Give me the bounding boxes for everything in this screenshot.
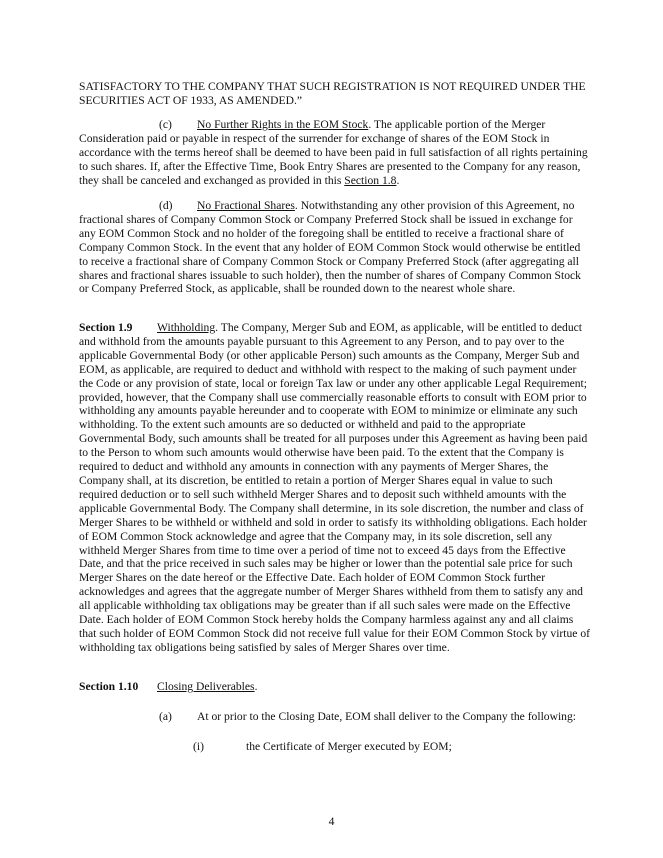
item-i-label: (i) [193, 740, 204, 753]
section-1-10-title: Closing Deliverables [157, 680, 255, 693]
paragraph-c: (c) No Further Rights in the EOM Stock. The applicable portion of the Merger Consideration paid or payable in respect of the surrender for exchange of shares of the EOM Stock in accordance with the terms hereof shall be deemed to have been paid in full satisfaction of all rights pertaining to such shares. If, after the Effective Time, Book Entry Shares are presented to the Company for any reason, they shall be canceled and exchanged as provided in this Section 1.8. [79, 118, 588, 187]
item-i: (i) the Certificate of Merger executed by EOM; [193, 740, 452, 753]
section-1-9: Section 1.9 Withholding. The Company, Merger Sub and EOM, as applicable, will be entitled to deduct and withhold from the amounts payable pursuant to this Agreement to any Person, and to pay over to the applicable Governmental Body (or other applicable Person) such amounts as the Company, Merger Sub and EOM, as applicable, are required to deduct and withhold with respect to the making of such payment under the Code or any provision of state, local or foreign Tax law or under any other applicable Legal Requirement; provided, however, that the Company shall use commercially reasonable efforts to consult with EOM prior to withholding any amounts payable hereunder and to cooperate with EOM to minimize or eliminate any such withholding. To the extent such amounts are so deducted or withheld and paid to the appropriate Governmental Body, such amounts shall be treated for all purposes under this Agreement as having been paid to the Person to whom such amounts would otherwise have been paid. To the extent that the Company is required to deduct and withhold any amounts in connection with any payments of Merger Shares, the Company shall, at its discretion, be entitled to retain a portion of Merger Shares equal in value to such required deduction or to sell such withheld Merger Shares and to deposit such withheld amounts with the applicable Governmental Body. The Company shall determine, in its sole discretion, the number and class of Merger Shares to be withheld or withheld and sold in order to satisfy its withholding obligations. Each holder of EOM Common Stock acknowledge and agree that the Company may, in its sole discretion, sell any withheld Merger Shares from time to time over a period of time not to exceed 45 days from the Effective Date, and that the price received in such sales may be higher or lower than the potential sale price for such Merger Shares on the date hereof or the Effective Date. Each holder of EOM Common Stock further acknowledges and agrees that the aggregate number of Merger Shares withheld from them to satisfy any and all applicable withholding tax obligations may be greater than if all such sales were made on the Effective Date. Each holder of EOM Common Stock hereby holds the Company harmless against any and all claims that such holder of EOM Common Stock did not receive full value for their EOM Common Stock by virtue of withholding tax obligations being satisfied by sales of Merger Shares over time. [79, 321, 591, 654]
section-1-8-reference: Section 1.8 [344, 173, 397, 187]
section-1-10-heading: Section 1.10 Closing Deliverables. [79, 680, 258, 693]
paragraph-a: (a) At or prior to the Closing Date, EOM shall deliver to the Company the following: [159, 710, 576, 723]
paragraph-d-title: No Fractional Shares [197, 199, 295, 212]
legend-paragraph: SATISFACTORY TO THE COMPANY THAT SUCH REGISTRATION IS NOT REQUIRED UNDER THE SECURITIES ACT OF 1933, AS AMENDED.” [79, 80, 586, 107]
page-number: 4 [328, 815, 335, 828]
paragraph-d: (d) No Fractional Shares. Notwithstanding any other provision of this Agreement, no fractional shares of Company Common Stock or Company Preferred Stock shall be issued in exchange for any EOM Common Stock and no holder of the foregoing shall be entitled to receive a fractional share of Company Common Stock. In the event that any holder of EOM Common Stock would otherwise be entitled to receive a fractional share of Company Common Stock or Company Preferred Stock (after aggregating all shares and fractional shares issuable to such holder), then the number of shares of Company Common Stock or Company Preferred Stock, as applicable, shall be rounded down to the nearest whole share. [79, 199, 581, 296]
paragraph-d-label: (d) [159, 199, 173, 212]
paragraph-a-label: (a) [159, 710, 172, 723]
paragraph-c-title: No Further Rights in the EOM Stock [197, 118, 369, 131]
paragraph-c-label: (c) [159, 118, 172, 131]
section-1-9-title: Withholding [157, 321, 216, 334]
section-1-9-number: Section 1.9 [79, 321, 133, 334]
section-1-10-number: Section 1.10 [79, 680, 139, 693]
